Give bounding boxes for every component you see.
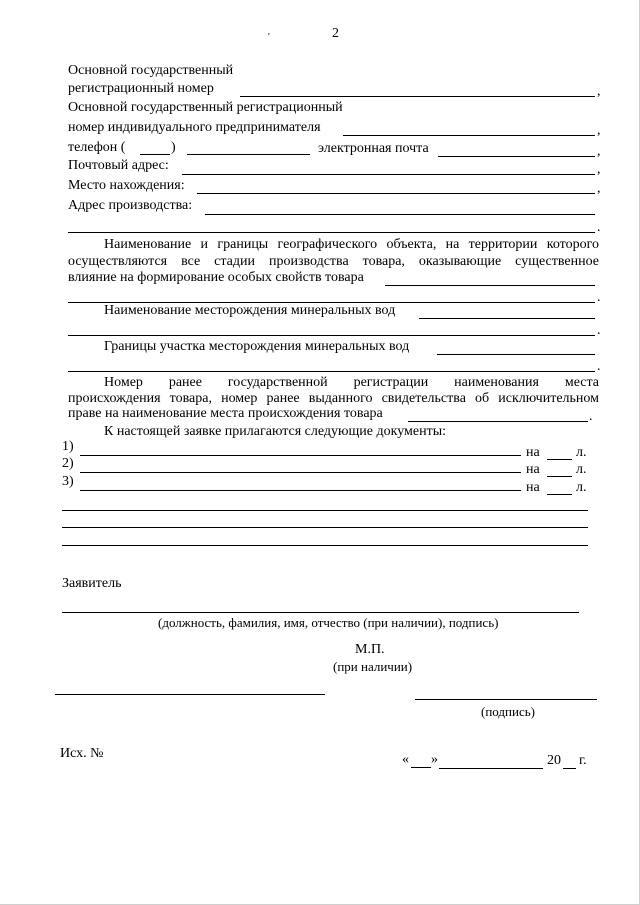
date-month-field[interactable] [439, 768, 543, 769]
doc-3-number: 3) [62, 474, 74, 489]
reg-number-dot: , [597, 84, 601, 99]
doc-3-l: л. [576, 480, 587, 495]
boundary-label: Границы участка месторождения минеральных вод [104, 339, 410, 354]
location-label: Место нахождения: [68, 178, 185, 193]
attachments-label: К настоящей заявке прилагаются следующие документы: [104, 424, 446, 439]
doc-2-pages-field[interactable] [547, 476, 572, 477]
email-dot: , [597, 144, 601, 159]
name-field[interactable] [55, 694, 325, 695]
deposit-label: Наименование месторождения минеральных вод [104, 303, 396, 318]
ip-number-field[interactable] [343, 135, 595, 136]
boundary-field-line2[interactable] [68, 371, 595, 372]
production-field-line2[interactable] [68, 232, 595, 233]
date-year-field[interactable] [563, 768, 576, 769]
geo-object-field-line1[interactable] [385, 285, 595, 286]
ip-label-line1: Основной государственный регистрационный [68, 100, 343, 115]
location-field[interactable] [197, 193, 595, 194]
doc-2-field[interactable] [80, 472, 521, 473]
applicant-caption: (должность, фамилия, имя, отчество (при наличии), подпись) [158, 615, 499, 630]
prev-registration-line1: Номер ранее государственной регистрации наименования места [104, 375, 599, 390]
doc-3-field[interactable] [80, 490, 521, 491]
postal-dot: , [597, 162, 601, 177]
stamp-note: (при наличии) [333, 659, 413, 674]
signature-caption: (подпись) [481, 704, 535, 719]
geo-object-line2: осуществляются все стадии производства товара, оказывающие существенное [68, 254, 599, 269]
ip-number-dot: , [597, 123, 601, 138]
signature-field[interactable] [415, 699, 597, 700]
phone-code-field[interactable] [140, 154, 170, 155]
prev-registration-line3: праве на наименование места происхождения товара [68, 406, 383, 421]
extra-line-1[interactable] [62, 510, 588, 511]
doc-3-pages-field[interactable] [547, 494, 572, 495]
location-dot: , [597, 181, 601, 196]
year-prefix: 20 [547, 753, 561, 768]
phone-label: телефон ( [68, 140, 126, 155]
applicant-field[interactable] [62, 612, 579, 613]
scan-mark: ' [268, 32, 270, 43]
date-close-quote: » [431, 752, 438, 767]
page-number: 2 [332, 26, 339, 41]
reg-number-label-line2: регистрационный номер [68, 81, 214, 96]
email-label: электронная почта [318, 141, 429, 156]
doc-2-na: на [526, 462, 540, 477]
prev-registration-line2: происхождения товара, номер ранее выданного свидетельства об исключительном [68, 391, 599, 406]
production-field-line1[interactable] [205, 214, 595, 215]
geo-object-dot: . [597, 290, 601, 305]
outgoing-label: Исх. № [60, 746, 104, 761]
deposit-dot: . [597, 323, 601, 338]
geo-object-line1: Наименование и границы географического объекта, на территории которого [104, 237, 599, 252]
deposit-field-line1[interactable] [419, 318, 595, 319]
extra-line-3[interactable] [62, 545, 588, 546]
phone-number-field[interactable] [187, 154, 310, 155]
postal-field[interactable] [182, 174, 595, 175]
stamp-label: М.П. [355, 642, 385, 657]
applicant-label: Заявитель [62, 576, 122, 591]
production-label: Адрес производства: [68, 198, 193, 213]
prev-registration-field[interactable] [408, 421, 588, 422]
doc-3-na: на [526, 480, 540, 495]
year-suffix: г. [579, 753, 587, 768]
production-dot: . [597, 220, 601, 235]
postal-label: Почтовый адрес: [68, 158, 169, 173]
prev-registration-dot: . [589, 409, 593, 424]
doc-1-na: на [526, 445, 540, 460]
doc-1-field[interactable] [80, 455, 521, 456]
date-day-field[interactable] [411, 767, 431, 768]
doc-2-number: 2) [62, 456, 74, 471]
ip-label-line2: номер индивидуального предпринимателя [68, 120, 321, 135]
date-open-quote: « [402, 752, 409, 767]
doc-2-l: л. [576, 462, 587, 477]
doc-1-pages-field[interactable] [547, 459, 572, 460]
boundary-dot: . [597, 359, 601, 374]
doc-1-l: л. [576, 445, 587, 460]
geo-object-line3: влияние на формирование особых свойств товара [68, 270, 364, 285]
extra-line-2[interactable] [62, 527, 588, 528]
email-field[interactable] [438, 156, 595, 157]
doc-1-number: 1) [62, 439, 74, 454]
deposit-field-line2[interactable] [68, 335, 595, 336]
reg-number-label-line1: Основной государственный [68, 63, 234, 78]
reg-number-field[interactable] [240, 96, 595, 97]
phone-paren: ) [171, 140, 176, 155]
boundary-field-line1[interactable] [437, 354, 595, 355]
